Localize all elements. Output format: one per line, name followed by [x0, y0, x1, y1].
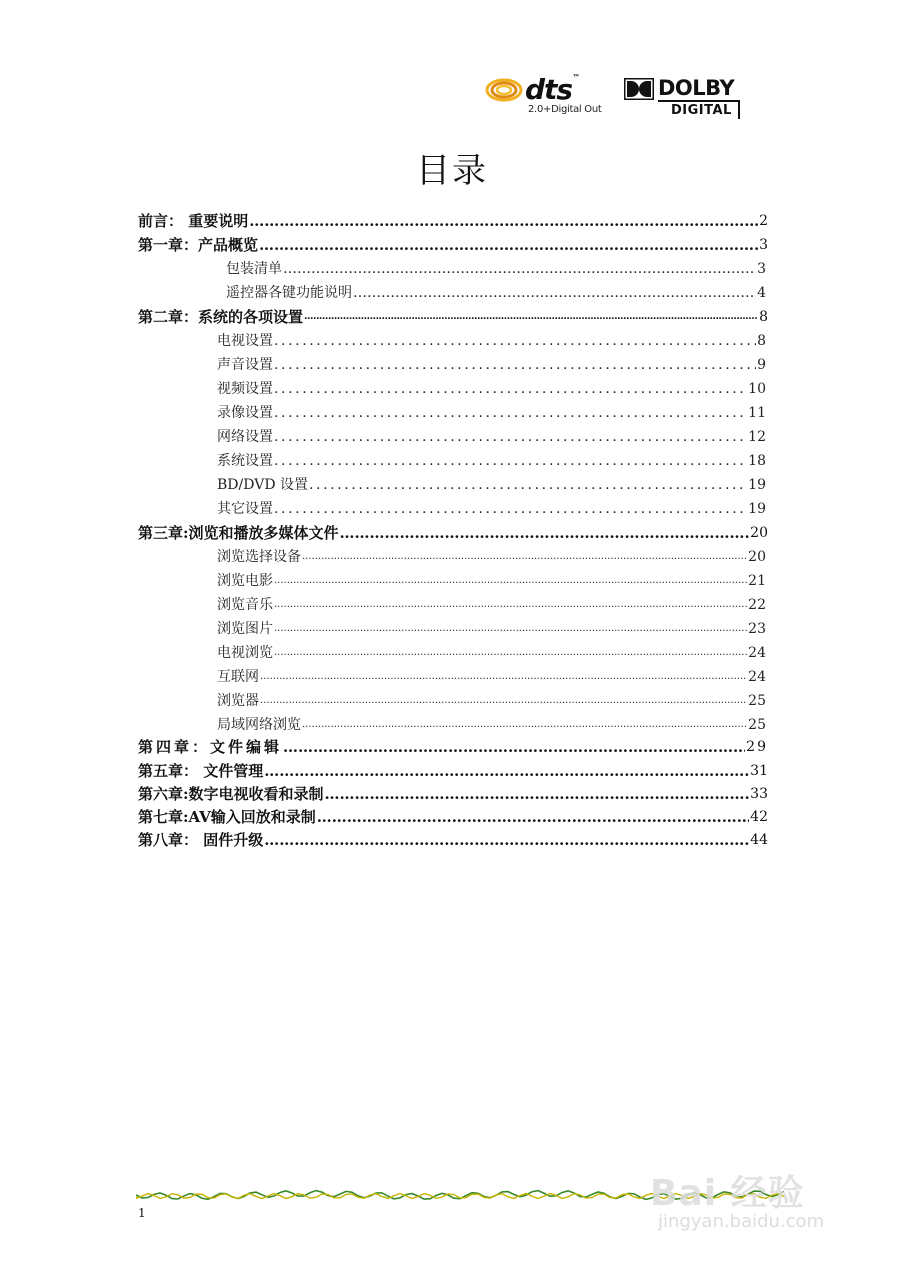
toc-entry-record-settings[interactable]: 录像设置 ..... 11: [217, 402, 766, 424]
toc-entry-tv-settings[interactable]: 电视设置 ..... 8: [217, 330, 766, 352]
dolby-bar: [738, 100, 740, 119]
toc-entry-chapter-3[interactable]: 第三章:浏览和播放多媒体文件 ………………………………………………………………………………………………………………………………………… 20: [138, 522, 768, 544]
toc-entry-chapter-8[interactable]: 第八章： 固件升级 ………………………………………………………………………………………………………………………………………… 44: [138, 829, 768, 851]
dolby-double-d-icon: [624, 78, 654, 100]
toc-entry-chapter-7[interactable]: 第七章:AV输入回放和录制 ………………………………………………………………………………………………………………………………………… 42: [138, 806, 768, 828]
dts-logo: [485, 72, 613, 120]
dts-wordmark: dts™: [525, 73, 580, 106]
toc-entry-internet[interactable]: 互联网 ..... 24: [217, 666, 766, 688]
toc-entry-remote-keys[interactable]: 遥控器各键功能说明 ………………………………………………………………………………………………………………………………………… 4: [226, 282, 766, 304]
toc-entry-lan-browse[interactable]: 局域网络浏览 ..... 25: [217, 714, 766, 736]
dts-swirl-icon: [485, 78, 525, 102]
baidu-jingyan-watermark: [640, 1155, 870, 1255]
toc-entry-chapter-1[interactable]: 第一章：产品概览 ………………………………………………………………………………………………………………………………………… 3: [138, 234, 768, 256]
toc-entry-package-list[interactable]: 包装清单 ………………………………………………………………………………………………………………………………………… 3: [226, 258, 766, 280]
dolby-rule: [658, 100, 740, 102]
toc-entry-browse-photos[interactable]: 浏览图片 ..... 23: [217, 618, 766, 640]
toc-entry-browse-tv[interactable]: 电视浏览 ..... 24: [217, 642, 766, 664]
toc-entry-browse-movies[interactable]: 浏览电影 ..... 21: [217, 570, 766, 592]
toc-entry-bd-dvd-settings[interactable]: BD/DVD 设置 ..... 19: [217, 474, 766, 496]
toc-entry-browse-music[interactable]: 浏览音乐 ..... 22: [217, 594, 766, 616]
toc-entry-browse-device[interactable]: 浏览选择设备 ..... 20: [217, 546, 766, 568]
toc-entry-system-settings[interactable]: 系统设置 ..... 18: [217, 450, 766, 472]
toc-entry-chapter-4[interactable]: 第四章：文件编辑 ………………………………………………………………………………………………………………………………………… 29: [138, 736, 768, 758]
toc-entry-browser[interactable]: 浏览器 ..... 25: [217, 690, 766, 712]
toc-entry-network-settings[interactable]: 网络设置 ..... 12: [217, 426, 766, 448]
toc-entry-video-settings[interactable]: 视频设置 ..... 10: [217, 378, 766, 400]
dolby-digital-text: DIGITAL: [671, 103, 732, 118]
dolby-wordmark: DOLBY: [658, 76, 735, 100]
toc-entry-chapter-5[interactable]: 第五章： 文件管理 ………………………………………………………………………………………………………………………………………… 31: [138, 760, 768, 782]
page-title: 目录: [416, 151, 488, 191]
toc-entry-chapter-6[interactable]: 第六章:数字电视收看和录制 ………………………………………………………………………………………………………………………………………… 33: [138, 783, 768, 805]
dolby-logo: [624, 76, 742, 122]
toc-entry-chapter-2[interactable]: 第二章：系统的各项设置 ..... 8: [138, 306, 768, 328]
page-number: 1: [138, 1206, 146, 1220]
watermark-url: jingyan.baidu.com: [658, 1211, 825, 1232]
toc-entry-audio-settings[interactable]: 声音设置 ..... 9: [217, 354, 766, 376]
watermark-brand: Bai 经验: [650, 1173, 805, 1214]
dts-subtitle: 2.0+Digital Out: [528, 104, 602, 115]
toc-entry-preface[interactable]: 前言： 重要说明 ………………………………………………………………………………………………………………………………………… 2: [138, 210, 768, 232]
brand-logos: [485, 72, 760, 124]
toc-entry-other-settings[interactable]: 其它设置 ..... 19: [217, 498, 766, 520]
